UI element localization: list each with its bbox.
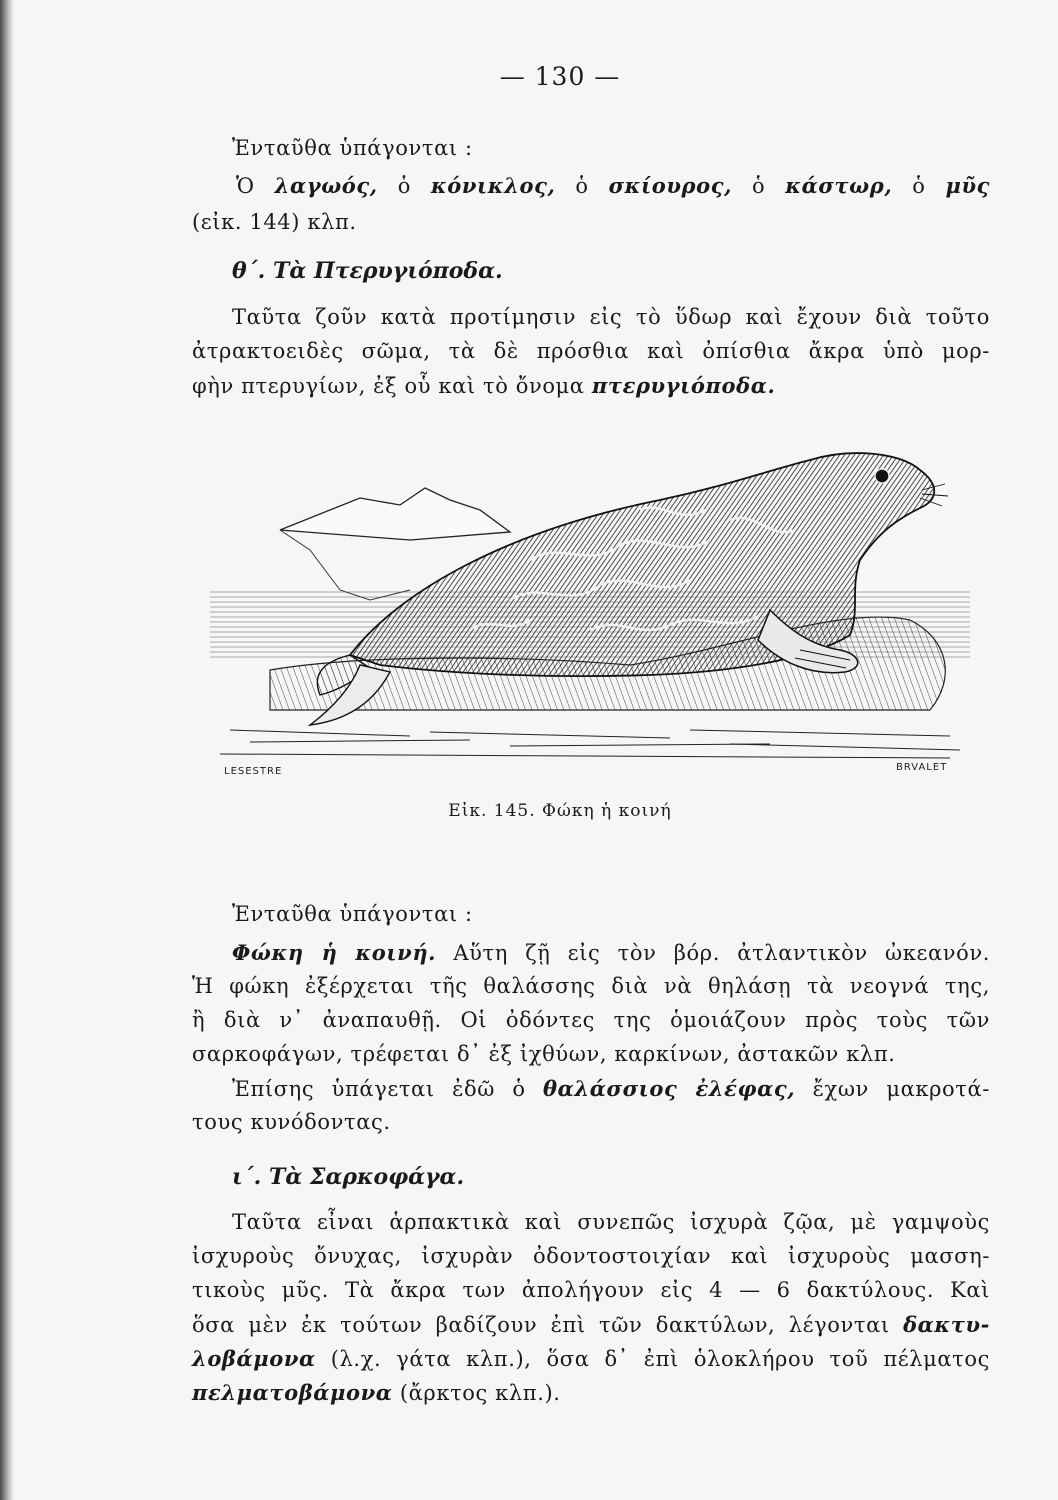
scan-edge-shadow bbox=[0, 0, 14, 1500]
intro-line-1: Ἐνταῦθα ὑπάγονται : bbox=[232, 136, 473, 160]
term-pelmatobamona: πελματοβάμονα bbox=[192, 1380, 393, 1405]
term-pterygiopoda: πτερυγιόποδα. bbox=[591, 373, 776, 398]
carnivore-paragraph-line: ὅσα μὲν ἐκ τούτων βαδίζουν ἐπὶ τῶν δακτύλων, λέγονται δακτυ- bbox=[192, 1312, 990, 1337]
seal-paragraph-line: ἢ διὰ ν᾽ ἀναπαυθῇ. Οἱ ὀδόντες της ὁμοιάζουν πρὸς τοὺς τῶν bbox=[192, 1008, 990, 1032]
term-kastor: κάστωρ, bbox=[785, 173, 893, 198]
foreground-water bbox=[220, 730, 960, 758]
carnivore-paragraph-line: πελματοβάμονα (ἄρκτος κλπ.). bbox=[192, 1380, 561, 1405]
term-thalassios-elephas: θαλάσσιος ἐλέφας, bbox=[543, 1076, 796, 1101]
carnivore-paragraph-line: τικοὺς μῦς. Τὰ ἄκρα των ἀπολήγουν εἰς 4 — 6 δακτύλους. Καὶ bbox=[192, 1278, 990, 1302]
paragraph-line: φὴν πτερυγίων, ἐξ οὗ καὶ τὸ ὄνομα πτερυγιόποδα. bbox=[192, 373, 776, 398]
carnivore-paragraph-line: ἰσχυροὺς ὄνυχας, ἰσχυρὰν ὀδοντοστοιχίαν καὶ ἰσχυροὺς μασση- bbox=[192, 1244, 990, 1268]
rodent-list-line: Ὁ λαγωός, ὁ κόνικλος, ὁ σκίουρος, ὁ κάστωρ, ὁ μῦς bbox=[236, 173, 990, 198]
seal-eye bbox=[875, 469, 889, 483]
term-koniklos: κόνικλος, bbox=[430, 173, 556, 198]
carnivore-paragraph-line: Ταῦτα εἶναι ἁρπακτικὰ καὶ συνεπῶς ἰσχυρὰ ζῷα, μὲ γαμψοὺς bbox=[232, 1210, 990, 1234]
engraver-signature-right: BRVALET bbox=[896, 762, 948, 773]
term-daktylobamona-cont: λοβάμονα bbox=[192, 1346, 316, 1371]
page-number: — 130 — bbox=[499, 62, 621, 91]
section-heading-sarkofaga: ι΄. Τὰ Σαρκοφάγα. bbox=[232, 1164, 465, 1190]
seal-paragraph-line: Ἡ φώκη ἐξέρχεται τῆς θαλάσσης διὰ νὰ θηλάσῃ τὰ νεογνά της, bbox=[192, 974, 990, 998]
term-lagos: λαγωός, bbox=[274, 173, 378, 198]
term-skiouros: σκίουρος, bbox=[608, 173, 733, 198]
seal-paragraph-line-1: Φώκη ἡ κοινή. Αὕτη ζῇ εἰς τὸν βόρ. ἀτλαντικὸν ὠκεανόν. bbox=[232, 940, 990, 965]
paragraph-line: Ταῦτα ζοῦν κατὰ προτίμησιν εἰς τὸ ὕδωρ καὶ ἔχουν διὰ τοῦτο bbox=[232, 305, 990, 329]
seal-illustration bbox=[210, 440, 970, 780]
paragraph-line: ἀτρακτοειδὲς σῶμα, τὰ δὲ πρόσθια καὶ ὀπίσθια ἄκρα ὑπὸ μορ- bbox=[192, 339, 990, 363]
rodent-list-line-2: (εἰκ. 144) κλπ. bbox=[192, 210, 357, 234]
term-daktylobamona: δακτυ- bbox=[903, 1312, 990, 1337]
term-mys: μῦς bbox=[945, 173, 990, 198]
seal-paragraph-line: Ἐπίσης ὑπάγεται ἐδῶ ὁ θαλάσσιος ἐλέφας, ἔχων μακροτά- bbox=[232, 1076, 990, 1101]
seal-engraving bbox=[210, 440, 970, 780]
seal-paragraph-line: σαρκοφάγων, τρέφεται δ᾽ ἐξ ἰχθύων, καρκίνων, ἀστακῶν κλπ. bbox=[192, 1042, 896, 1066]
intro-line-2: Ἐνταῦθα ὑπάγονται : bbox=[232, 902, 473, 926]
section-heading-pterygiopoda: θ΄. Τὰ Πτερυγιόποδα. bbox=[232, 258, 503, 284]
seal-paragraph-line: τους κυνόδοντας. bbox=[192, 1110, 391, 1134]
carnivore-paragraph-line: λοβάμονα (λ.χ. γάτα κλπ.), ὅσα δ᾽ ἐπὶ ὁλοκλήρου τοῦ πέλματος bbox=[192, 1346, 990, 1371]
iceberg-outline bbox=[280, 488, 510, 540]
figure-caption: Εἰκ. 145. Φώκη ἡ κοινή bbox=[448, 801, 672, 821]
engraver-signature-left: LESESTRE bbox=[224, 766, 283, 777]
term-phoke-koine: Φώκη ἡ κοινή. bbox=[232, 940, 437, 965]
